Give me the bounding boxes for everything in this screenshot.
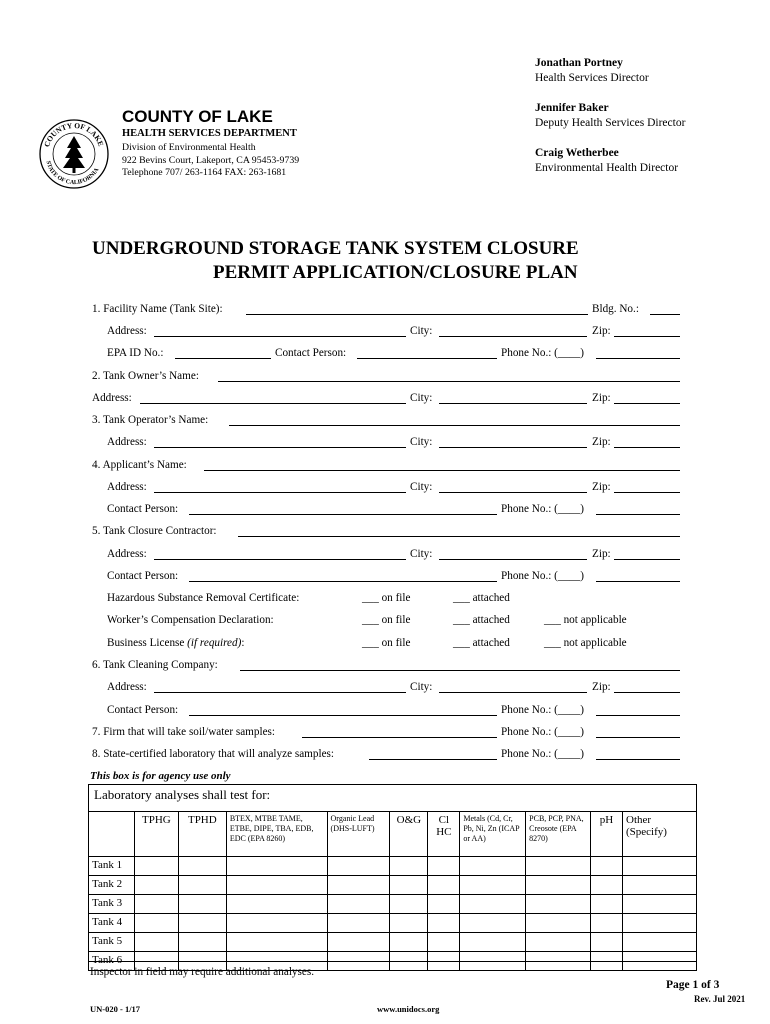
street-address: 922 Bevins Court, Lakeport, CA 95453-9739 <box>122 154 300 166</box>
address-label: Address: <box>92 392 132 404</box>
tank-label: Tank 2 <box>89 876 135 895</box>
zip-field[interactable] <box>614 436 680 448</box>
zip-label: Zip: <box>592 481 611 493</box>
column-header: TPHD <box>178 812 226 857</box>
agency-use-note: This box is for agency use only <box>90 770 231 782</box>
table-cell[interactable] <box>526 876 591 895</box>
official-title: Health Services Director <box>535 72 649 84</box>
operator-row <box>0 414 770 432</box>
table-cell[interactable] <box>591 895 623 914</box>
official-name: Jonathan Portney <box>535 57 623 69</box>
cleaning-contact-row <box>0 704 770 722</box>
table-cell[interactable] <box>428 857 460 876</box>
table-cell[interactable] <box>623 857 697 876</box>
official-1 <box>535 56 765 86</box>
column-header: BTEX, MTBE TAME, ETBE, DIPE, TBA, EDB, EDC (EPA 8260) <box>226 812 327 857</box>
phone-field[interactable] <box>596 347 680 359</box>
table-cell[interactable] <box>327 933 390 952</box>
address-field[interactable] <box>154 436 406 448</box>
table-cell[interactable] <box>460 914 526 933</box>
zip-field[interactable] <box>614 481 680 493</box>
business-license-text: Business License <box>107 637 185 649</box>
column-header: PCB, PCP, PNA, Creosote (EPA 8270) <box>526 812 591 857</box>
tank-label: Tank 6 <box>89 952 135 971</box>
table-cell[interactable] <box>226 914 327 933</box>
hazardous-row <box>0 592 770 610</box>
bldg-field[interactable] <box>650 303 680 315</box>
tank-label: Tank 4 <box>89 914 135 933</box>
lab-analyses-heading: Laboratory analyses shall test for: <box>94 787 271 802</box>
contact-label: Contact Person: <box>107 503 179 515</box>
applicant-field[interactable] <box>204 459 680 471</box>
phone-label: Phone No.: (____) <box>501 570 584 582</box>
city-label: City: <box>410 548 433 560</box>
owner-field[interactable] <box>218 370 680 382</box>
owner-row <box>0 370 770 388</box>
column-header: Metals (Cd, Cr, Pb, Ni, Zn (ICAP or AA) <box>460 812 526 857</box>
business-license-label <box>107 637 244 649</box>
epa-row <box>0 347 770 365</box>
table-row <box>89 876 697 895</box>
official-title: Deputy Health Services Director <box>535 117 686 129</box>
address-label: Address: <box>107 325 147 337</box>
table-cell[interactable] <box>134 857 178 876</box>
table-cell[interactable] <box>460 895 526 914</box>
contact-field[interactable] <box>189 503 497 515</box>
table-cell[interactable] <box>134 895 178 914</box>
colon-text: : <box>241 637 245 649</box>
column-header: Cl HC <box>428 812 460 857</box>
phone-label: Phone No.: (____) <box>501 704 584 716</box>
hazardous-label: Hazardous Substance Removal Certificate: <box>107 592 300 604</box>
bldg-label: Bldg. No.: <box>592 303 639 315</box>
address-label: Address: <box>107 548 147 560</box>
contractor-contact-row <box>0 570 770 588</box>
city-label: City: <box>410 681 433 693</box>
table-cell[interactable] <box>226 876 327 895</box>
attached-option[interactable]: ___ attached <box>453 592 510 604</box>
operator-label: 3. Tank Operator’s Name: <box>92 414 209 426</box>
phone-field[interactable] <box>596 570 680 582</box>
table-cell[interactable] <box>623 914 697 933</box>
column-header: O&G <box>390 812 428 857</box>
facility-name-label: 1. Facility Name (Tank Site): <box>92 303 223 315</box>
applicant-label: 4. Applicant’s Name: <box>92 459 187 471</box>
contractor-field[interactable] <box>238 525 680 537</box>
cleaning-company-label: 6. Tank Cleaning Company: <box>92 659 218 671</box>
address-label: Address: <box>107 681 147 693</box>
on-file-option[interactable]: ___ on file <box>362 637 411 649</box>
cleaning-company-field[interactable] <box>240 659 680 671</box>
table-cell[interactable] <box>390 933 428 952</box>
seal-bottom-text: STATE OF CALIFORNIA <box>44 160 101 187</box>
address-field[interactable] <box>140 392 406 404</box>
sample-firm-label: 7. Firm that will take soil/water samples: <box>92 726 276 738</box>
table-cell[interactable] <box>526 895 591 914</box>
column-header: pH <box>591 812 623 857</box>
table-cell[interactable] <box>623 895 697 914</box>
page-number: Page 1 of 3 <box>666 979 720 991</box>
table-cell[interactable] <box>428 952 460 971</box>
contact-field[interactable] <box>189 704 497 716</box>
cleaning-address-row <box>0 681 770 699</box>
table-cell[interactable] <box>226 895 327 914</box>
table-cell[interactable] <box>178 895 226 914</box>
not-applicable-option[interactable]: ___ not applicable <box>544 614 627 626</box>
county-address-block <box>122 142 299 180</box>
table-cell[interactable] <box>591 914 623 933</box>
tank-label: Tank 1 <box>89 857 135 876</box>
facility-address-row <box>0 325 770 343</box>
table-cell[interactable] <box>526 857 591 876</box>
column-header <box>89 812 135 857</box>
table-cell[interactable] <box>526 952 591 971</box>
address-field[interactable] <box>154 481 406 493</box>
operator-address-row <box>0 436 770 454</box>
business-license-row <box>0 637 770 655</box>
officials-block <box>535 56 765 191</box>
cleaning-company-row <box>0 659 770 677</box>
city-field[interactable] <box>439 548 587 560</box>
owner-address-row <box>0 392 770 410</box>
contractor-label: 5. Tank Closure Contractor: <box>92 525 217 537</box>
column-header: Other (Specify) <box>623 812 697 857</box>
owner-label: 2. Tank Owner’s Name: <box>92 370 199 382</box>
workers-comp-label: Worker’s Compensation Declaration: <box>107 614 274 626</box>
table-cell[interactable] <box>428 876 460 895</box>
address-field[interactable] <box>154 548 406 560</box>
table-cell[interactable] <box>327 952 390 971</box>
table-cell[interactable] <box>390 857 428 876</box>
city-field[interactable] <box>439 436 587 448</box>
zip-field[interactable] <box>614 392 680 404</box>
table-cell[interactable] <box>428 933 460 952</box>
table-cell[interactable] <box>623 952 697 971</box>
contact-label: Contact Person: <box>107 704 179 716</box>
zip-label: Zip: <box>592 436 611 448</box>
city-label: City: <box>410 392 433 404</box>
table-cell[interactable] <box>134 914 178 933</box>
applicant-row <box>0 459 770 477</box>
contact-field[interactable] <box>189 570 497 582</box>
epa-label: EPA ID No.: <box>107 347 164 359</box>
zip-field[interactable] <box>614 681 680 693</box>
website-link[interactable]: www.unidocs.org <box>377 1004 440 1014</box>
zip-field[interactable] <box>614 325 680 337</box>
phone-field[interactable] <box>596 748 680 760</box>
column-header: Organic Lead (DHS-LUFT) <box>327 812 390 857</box>
tree-icon <box>63 136 85 173</box>
facility-name-field[interactable] <box>246 303 588 315</box>
table-cell[interactable] <box>591 857 623 876</box>
form-title-line1: UNDERGROUND STORAGE TANK SYSTEM CLOSURE <box>92 238 579 259</box>
city-field[interactable] <box>439 325 587 337</box>
table-cell[interactable] <box>327 914 390 933</box>
table-cell[interactable] <box>428 914 460 933</box>
table-cell[interactable] <box>460 952 526 971</box>
table-cell[interactable] <box>390 876 428 895</box>
table-cell[interactable] <box>134 933 178 952</box>
division: Division of Environmental Health <box>122 142 256 153</box>
facility-name-row <box>0 303 770 321</box>
contact-field[interactable] <box>357 347 497 359</box>
table-cell[interactable] <box>460 857 526 876</box>
contact-label: Contact Person: <box>107 570 179 582</box>
operator-field[interactable] <box>229 414 680 426</box>
if-required-text: (if required) <box>187 637 242 649</box>
table-cell[interactable] <box>390 895 428 914</box>
table-cell[interactable] <box>591 952 623 971</box>
on-file-option[interactable]: ___ on file <box>362 614 411 626</box>
table-cell[interactable] <box>623 933 697 952</box>
zip-label: Zip: <box>592 681 611 693</box>
address-field[interactable] <box>154 325 406 337</box>
zip-label: Zip: <box>592 325 611 337</box>
phone-label: Phone No.: (____) <box>501 503 584 515</box>
attached-option[interactable]: ___ attached <box>453 614 510 626</box>
zip-label: Zip: <box>592 392 611 404</box>
attached-option[interactable]: ___ attached <box>453 637 510 649</box>
table-cell[interactable] <box>591 876 623 895</box>
county-seal-logo <box>38 118 110 190</box>
not-applicable-option[interactable]: ___ not applicable <box>544 637 627 649</box>
table-row <box>89 857 697 876</box>
lab-row <box>0 748 770 766</box>
official-name: Craig Wetherbee <box>535 147 619 159</box>
phone-fax: Telephone 707/ 263-1164 FAX: 263-1681 <box>122 167 287 178</box>
phone-field[interactable] <box>596 503 680 515</box>
sample-firm-row <box>0 726 770 744</box>
city-field[interactable] <box>439 681 587 693</box>
applicant-contact-row <box>0 503 770 521</box>
table-cell[interactable] <box>591 933 623 952</box>
table-cell[interactable] <box>526 914 591 933</box>
table-cell[interactable] <box>428 895 460 914</box>
table-row <box>89 895 697 914</box>
address-label: Address: <box>107 436 147 448</box>
tank-label: Tank 3 <box>89 895 135 914</box>
county-name: COUNTY OF LAKE <box>122 107 273 126</box>
column-header: TPHG <box>134 812 178 857</box>
address-field[interactable] <box>154 681 406 693</box>
city-label: City: <box>410 325 433 337</box>
lab-analyses-table <box>88 811 697 971</box>
city-label: City: <box>410 436 433 448</box>
applicant-address-row <box>0 481 770 499</box>
on-file-option[interactable]: ___ on file <box>362 592 411 604</box>
table-cell[interactable] <box>178 857 226 876</box>
official-title: Environmental Health Director <box>535 162 679 174</box>
sample-firm-field[interactable] <box>302 726 497 738</box>
city-label: City: <box>410 481 433 493</box>
revision-date: Rev. Jul 2021 <box>694 994 746 1004</box>
table-cell[interactable] <box>178 914 226 933</box>
lab-label: 8. State-certified laboratory that will analyze samples: <box>92 748 334 760</box>
city-field[interactable] <box>439 481 587 493</box>
phone-label: Phone No.: (____) <box>501 726 584 738</box>
form-number: UN-020 - 1/17 <box>90 1004 141 1014</box>
table-row <box>89 914 697 933</box>
table-cell[interactable] <box>623 876 697 895</box>
table-cell[interactable] <box>327 895 390 914</box>
official-3 <box>535 146 765 176</box>
lab-field[interactable] <box>369 748 497 760</box>
contractor-row <box>0 525 770 543</box>
phone-field[interactable] <box>596 726 680 738</box>
zip-label: Zip: <box>592 548 611 560</box>
table-cell[interactable] <box>460 876 526 895</box>
table-cell[interactable] <box>526 933 591 952</box>
phone-field[interactable] <box>596 704 680 716</box>
table-cell[interactable] <box>226 933 327 952</box>
official-name: Jennifer Baker <box>535 102 609 114</box>
contractor-address-row <box>0 548 770 566</box>
address-label: Address: <box>107 481 147 493</box>
table-row <box>89 933 697 952</box>
table-cell[interactable] <box>226 857 327 876</box>
table-cell[interactable] <box>460 933 526 952</box>
tank-label: Tank 5 <box>89 933 135 952</box>
table-cell[interactable] <box>390 914 428 933</box>
table-cell[interactable] <box>178 933 226 952</box>
phone-label: Phone No.: (____) <box>501 748 584 760</box>
zip-field[interactable] <box>614 548 680 560</box>
table-header-row <box>89 812 697 857</box>
department-name: HEALTH SERVICES DEPARTMENT <box>122 128 297 139</box>
city-field[interactable] <box>439 392 587 404</box>
table-cell[interactable] <box>327 857 390 876</box>
inspector-note: Inspector in field may require additional analyses. <box>90 966 314 978</box>
table-cell[interactable] <box>390 952 428 971</box>
table-cell[interactable] <box>178 876 226 895</box>
seal-top-text: COUNTY OF LAKE <box>42 120 106 149</box>
workers-comp-row <box>0 614 770 632</box>
form-title-line2: PERMIT APPLICATION/CLOSURE PLAN <box>213 262 578 283</box>
table-cell[interactable] <box>327 876 390 895</box>
contact-label: Contact Person: <box>275 347 347 359</box>
official-2 <box>535 101 765 131</box>
phone-label: Phone No.: (____) <box>501 347 584 359</box>
table-cell[interactable] <box>134 876 178 895</box>
epa-field[interactable] <box>175 347 271 359</box>
